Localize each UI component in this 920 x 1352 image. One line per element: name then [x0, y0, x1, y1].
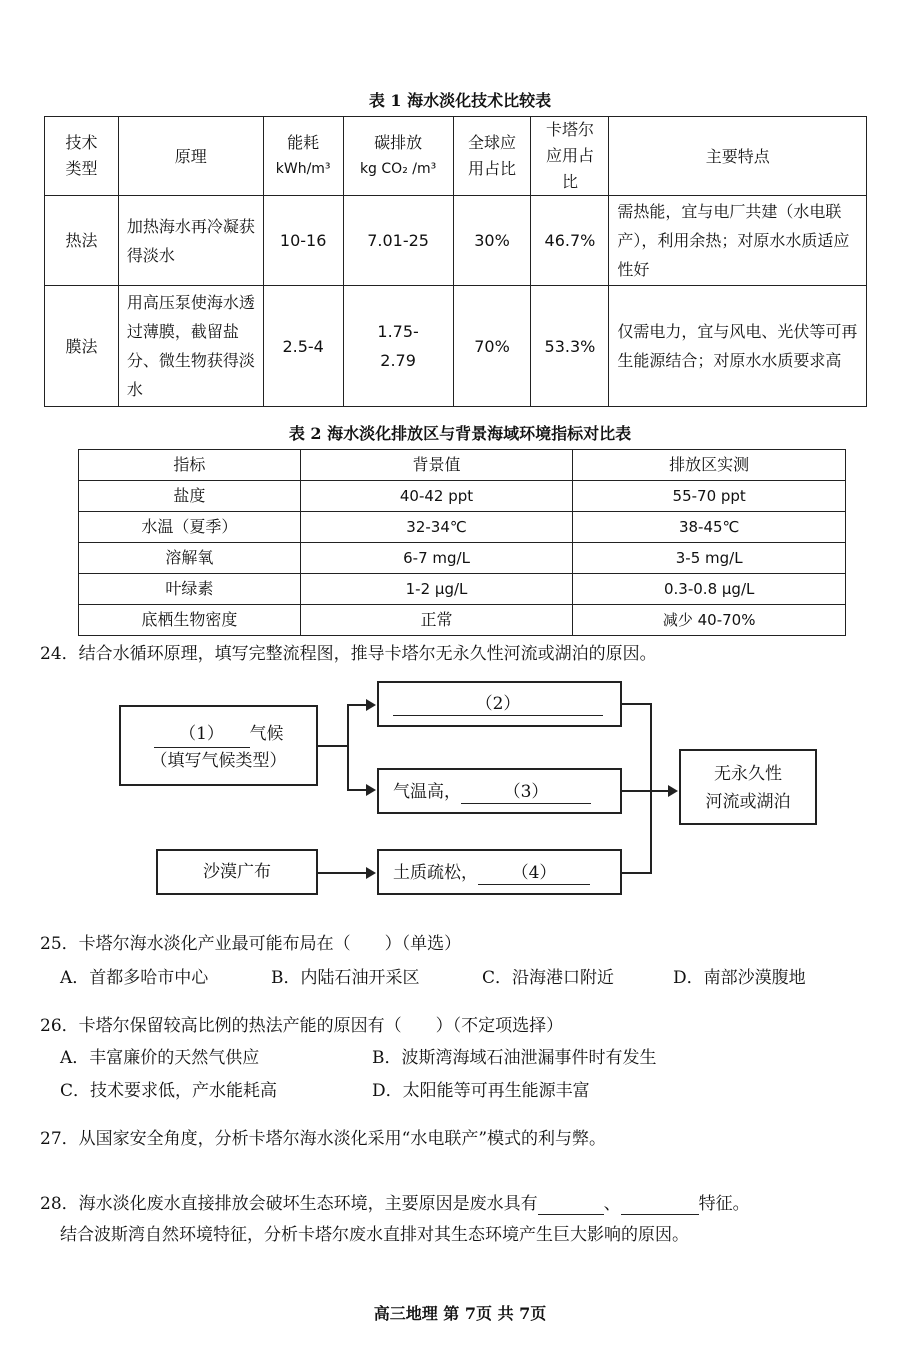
row-features: 需热能，宜与电厂共建（水电联产），利用余热；对原水水质适应性好 — [609, 196, 867, 286]
climate-note: （填写气候类型） — [150, 751, 287, 771]
page-footer: 高三地理 第 7页 共 7页 — [373, 1304, 547, 1323]
header-carbon: 碳排放 kg CO₂ /m³ — [343, 117, 453, 196]
header-energy: 能耗 kWh/m³ — [263, 117, 343, 196]
table-row — [79, 512, 846, 543]
header-type: 技术类型 — [45, 117, 119, 196]
q25-option-a[interactable]: A．首都多哈市中心 — [60, 968, 209, 988]
desert-box: 沙漠广布 — [156, 849, 318, 895]
row-energy: 2.5-4 — [263, 286, 343, 407]
measured-cell: 3-5 mg/L — [573, 543, 846, 574]
row-principle: 加热海水再冷凝获得淡水 — [118, 196, 263, 286]
indicator-cell: 叶绿素 — [79, 574, 301, 605]
climate-box — [119, 705, 318, 786]
q28-separator: 、 — [603, 1194, 621, 1214]
measured-cell: 38-45℃ — [573, 512, 846, 543]
q28-blank-1[interactable] — [538, 1196, 604, 1215]
table-row — [79, 574, 846, 605]
row-type: 热法 — [45, 196, 119, 286]
q28-blank-2[interactable] — [621, 1196, 699, 1215]
climate-suffix: 气候 — [249, 724, 284, 744]
indicator-cell: 水温（夏季） — [79, 512, 301, 543]
question-25: 25．卡塔尔海水淡化产业最可能布局在（ ）（单选） — [40, 934, 462, 954]
question-28 — [40, 1193, 750, 1215]
q28-text-a: 28．海水淡化废水直接排放会破坏生态环境，主要原因是废水具有 — [40, 1194, 538, 1214]
question-26: 26．卡塔尔保留较高比例的热法产能的原因有（ ）（不定项选择） — [40, 1016, 564, 1036]
table1-caption: 表 1 海水淡化技术比较表 — [368, 91, 552, 110]
box4-prefix: 土质疏松， — [393, 863, 478, 883]
measured-cell: 55-70 ppt — [573, 481, 846, 512]
row-qatar-share: 46.7% — [531, 196, 609, 286]
row-global-share: 70% — [453, 286, 531, 407]
header-background: 背景值 — [300, 450, 573, 481]
row-carbon: 7.01-25 — [343, 196, 453, 286]
q25-option-d[interactable]: D．南部沙漠腹地 — [673, 968, 806, 988]
box3-prefix: 气温高， — [393, 782, 461, 802]
result-line2: 河流或湖泊 — [705, 792, 791, 812]
q25-option-c[interactable]: C．沿海港口附近 — [482, 968, 615, 988]
row-carbon: 1.75-2.79 — [343, 286, 453, 407]
box-3 — [377, 768, 622, 814]
header-qatar-share: 卡塔尔应用占比 — [531, 117, 609, 196]
result-line1: 无永久性 — [714, 764, 782, 784]
result-box — [679, 749, 817, 825]
indicator-cell: 盐度 — [79, 481, 301, 512]
header-measured: 排放区实测 — [573, 450, 846, 481]
question-28-line2: 结合波斯湾自然环境特征，分析卡塔尔废水直排对其生态环境产生巨大影响的原因。 — [60, 1225, 689, 1245]
header-global-share: 全球应用占比 — [453, 117, 531, 196]
background-cell: 40-42 ppt — [300, 481, 573, 512]
box-2 — [377, 681, 622, 727]
q26-option-c[interactable]: C．技术要求低，产水能耗高 — [60, 1081, 278, 1101]
background-cell: 6-7 mg/L — [300, 543, 573, 574]
carbon-unit: kg CO₂ /m³ — [359, 161, 437, 177]
question-24: 24．结合水循环原理，填写完整流程图，推导卡塔尔无永久性河流或湖泊的原因。 — [40, 644, 657, 664]
indicator-cell: 底栖生物密度 — [79, 605, 301, 636]
measured-cell: 0.3-0.8 μg/L — [573, 574, 846, 605]
energy-unit: kWh/m³ — [275, 161, 331, 177]
desalination-technology-table — [44, 116, 867, 407]
row-qatar-share: 53.3% — [531, 286, 609, 407]
row-global-share: 30% — [453, 196, 531, 286]
header-principle: 原理 — [118, 117, 263, 196]
q28-text-b: 特征。 — [698, 1194, 750, 1214]
table-header-row — [45, 117, 867, 196]
background-cell: 1-2 μg/L — [300, 574, 573, 605]
measured-cell: 减少 40-70% — [573, 605, 846, 636]
discharge-comparison-table — [78, 449, 846, 636]
table-row — [45, 196, 867, 286]
table2-caption: 表 2 海水淡化排放区与背景海域环境指标对比表 — [288, 424, 632, 443]
blank-2[interactable]: （2） — [393, 693, 603, 716]
q26-option-d[interactable]: D．太阳能等可再生能源丰富 — [372, 1081, 590, 1101]
table-row — [79, 605, 846, 636]
box-4 — [377, 849, 622, 895]
question-27: 27．从国家安全角度，分析卡塔尔海水淡化采用“水电联产”模式的利与弊。 — [40, 1129, 607, 1149]
blank-3[interactable]: （3） — [461, 781, 591, 804]
row-features: 仅需电力，宜与风电、光伏等可再生能源结合；对原水水质要求高 — [609, 286, 867, 407]
table-row — [45, 286, 867, 407]
row-principle: 用高压泵使海水透过薄膜，截留盐分、微生物获得淡水 — [118, 286, 263, 407]
table-header-row — [79, 450, 846, 481]
q26-option-a[interactable]: A．丰富廉价的天然气供应 — [60, 1048, 260, 1068]
row-type: 膜法 — [45, 286, 119, 407]
row-energy: 10-16 — [263, 196, 343, 286]
header-indicator: 指标 — [79, 450, 301, 481]
table-row — [79, 543, 846, 574]
background-cell: 正常 — [300, 605, 573, 636]
background-cell: 32-34℃ — [300, 512, 573, 543]
q26-option-b[interactable]: B．波斯湾海域石油泄漏事件时有发生 — [372, 1048, 657, 1068]
blank-4[interactable]: （4） — [478, 862, 590, 885]
header-features: 主要特点 — [609, 117, 867, 196]
q25-option-b[interactable]: B．内陆石油开采区 — [271, 968, 420, 988]
table-row — [79, 481, 846, 512]
blank-1[interactable]: （1） — [154, 721, 250, 748]
indicator-cell: 溶解氧 — [79, 543, 301, 574]
